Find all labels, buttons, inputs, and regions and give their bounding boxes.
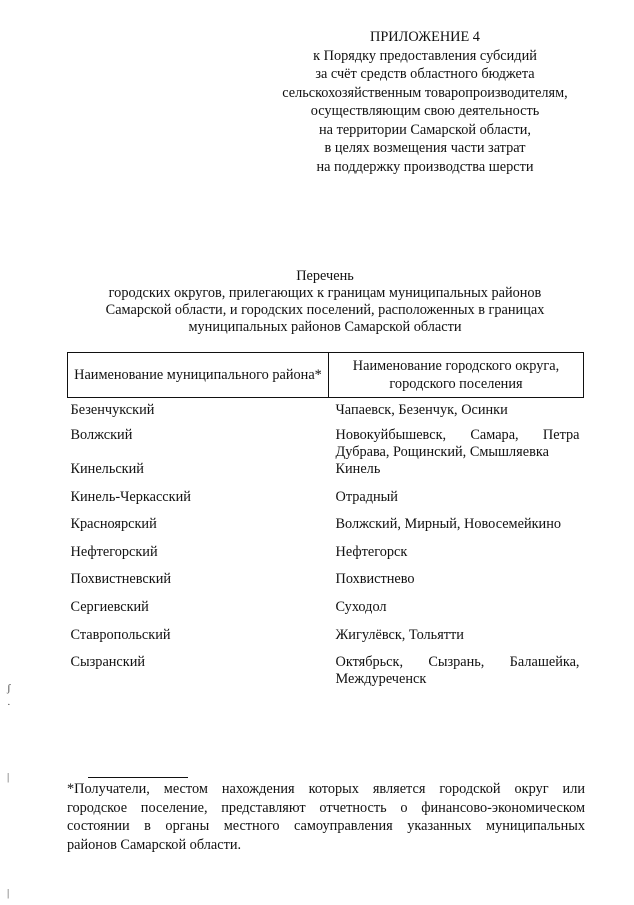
district-cell: Ставропольский [70,626,171,643]
table-row [68,599,584,627]
table-header-row [68,353,584,398]
district-cell: Нефтегорский [70,543,158,560]
district-cell: Кинель-Черкасский [70,488,191,505]
appendix-line: на поддержку производства шерсти [316,158,534,175]
list-title-line: Перечень [296,268,354,284]
list-title-line: Самарской области, и городских поселений, расположенных в границах [105,302,545,318]
cities-cell: Октябрьск, Сызрань, Балашейка, Междуреченск [335,654,580,688]
cities-cell: Новокуйбышевск, Самара, Петра Дубрава, Рощинский, Смышляевка [335,427,580,460]
scan-mark: ʃ [7,682,11,694]
table-row [68,516,584,544]
list-title-line: муниципальных районов Самарской области [188,319,462,335]
appendix-line: в целях возмещения части затрат [324,140,526,156]
table-row [68,398,584,428]
appendix-line: ПРИЛОЖЕНИЕ 4 [370,29,480,45]
table-row [68,544,584,572]
footnote-line: районов Самарской области. [67,836,242,853]
districts-table [67,352,584,690]
appendix-line: за счёт средств областного бюджета [315,66,535,82]
table-row [68,654,584,690]
footnote [67,780,585,854]
footnote-separator [88,777,188,778]
table-row [68,427,584,461]
header-cities: Наименование городского округа, городского поселения [329,353,584,398]
cities-cell: Отрадный [335,488,398,505]
table-row [68,571,584,599]
scan-mark: | [7,771,10,783]
cities-cell: Нефтегорск [335,543,408,560]
appendix-line: к Порядку предоставления субсидий [313,47,537,64]
district-cell: Сызранский [70,654,146,671]
scan-mark: | [7,887,10,899]
appendix-line: сельскохозяйственным товаропроизводителям, [282,84,568,101]
table-row [68,627,584,655]
cities-cell: Похвистнево [335,571,415,588]
appendix-line: осуществляющим свою деятельность [310,103,540,119]
district-cell: Безенчукский [70,402,155,418]
district-cell: Кинельский [70,461,144,477]
appendix-header [255,28,595,176]
cities-cell: Суходол [335,598,387,615]
footnote-line: *Получатели, местом нахождения которых является городской округ или [67,781,585,797]
cities-cell: Жигулёвск, Тольятти [335,626,464,643]
header-district: Наименование муниципального района* [68,353,329,398]
footnote-line: состоянии в органы местного самоуправления указанных муниципальных [67,818,585,834]
district-cell: Волжский [70,427,133,443]
cities-cell: Кинель [335,461,381,477]
list-title-line: городских округов, прилегающих к границам муниципальных районов [108,285,542,301]
appendix-line: на территории Самарской области, [319,121,531,138]
scan-mark: · [7,699,11,711]
list-title [60,267,590,335]
district-cell: Похвистневский [70,571,172,588]
cities-cell: Волжский, Мирный, Новосемейкино [335,516,561,533]
table-row [68,489,584,517]
table-row [68,461,584,489]
cities-cell: Чапаевск, Безенчук, Осинки [335,402,508,418]
district-cell: Сергиевский [70,598,149,615]
district-cell: Красноярский [70,516,157,533]
footnote-line: городское поселение, представляют отчетность о финансово-экономическом [67,799,585,816]
